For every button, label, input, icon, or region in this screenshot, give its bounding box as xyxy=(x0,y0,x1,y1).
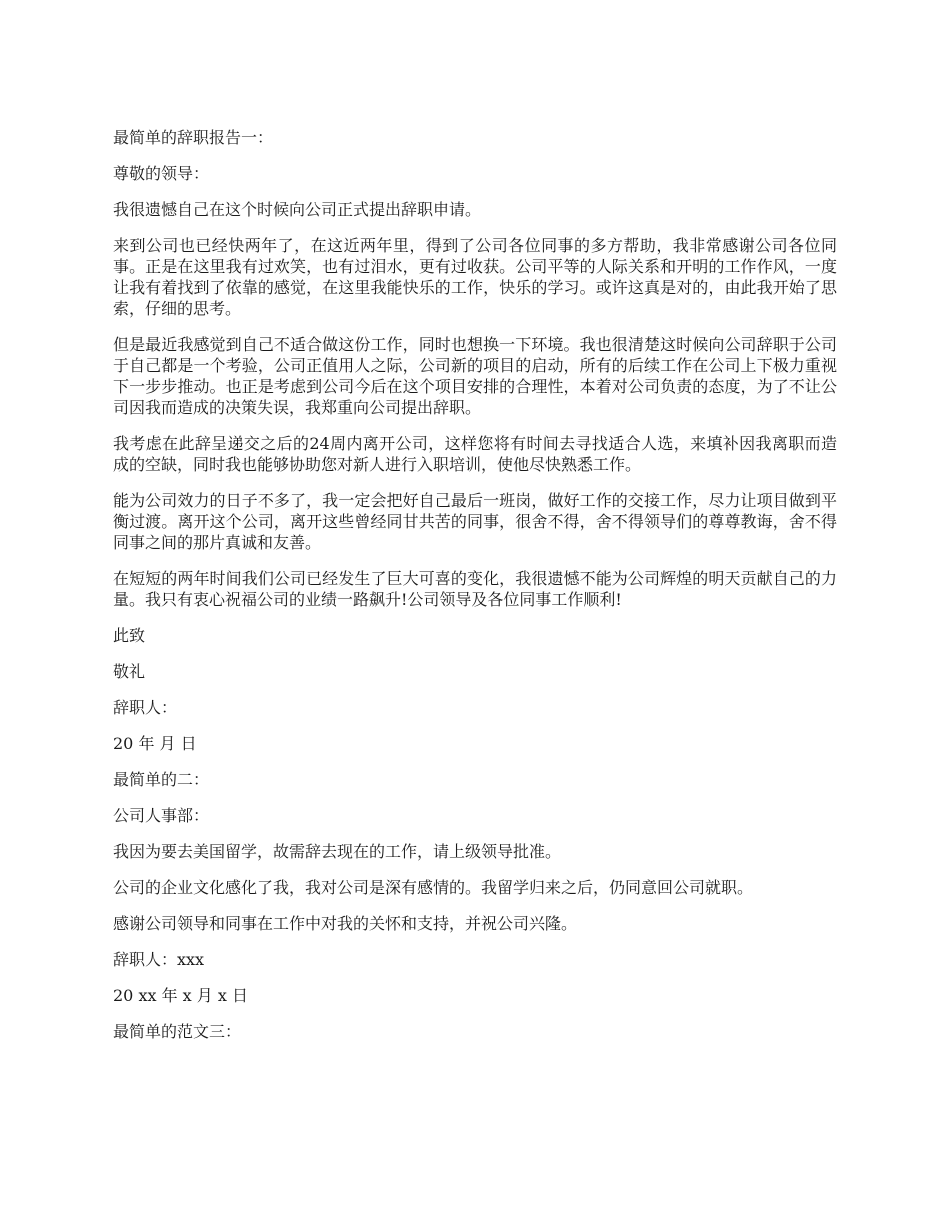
salutation: 尊敬的领导： xyxy=(113,164,210,183)
paragraph-thanks: 感谢公司领导和同事在工作中对我的关怀和支持，并祝公司兴隆。 xyxy=(113,914,578,933)
signature-date: 20 年 月 日 xyxy=(113,734,197,753)
paragraph-gratitude: 来到公司也已经快两年了，在这近两年里，得到了公司各位同事的多方帮助，我非常感谢公司各位同事。正是在这里我有过欢笑，也有过泪水，更有过收获。公司平等的人际关系和开明的工作作风，一度让我有着找到了依靠的感觉，在这里我能快乐的工作，快乐的学习。或许这真是对的，由此我开始了思索，仔细的思考。 xyxy=(113,236,837,318)
paragraph-study-abroad: 我因为要去美国留学，故需辞去现在的工作，请上级领导批准。 xyxy=(113,842,562,861)
salutation-hr: 公司人事部： xyxy=(113,806,210,825)
paragraph-culture: 公司的企业文化感化了我，我对公司是深有感情的。我留学归来之后，仍同意回公司就职。 xyxy=(113,878,754,897)
heading-report-three: 最简单的范文三： xyxy=(113,1022,242,1041)
closing-cizhi: 此致 xyxy=(113,626,146,645)
signature-resigner: 辞职人： xyxy=(113,698,178,717)
heading-report-two: 最简单的二： xyxy=(113,770,210,789)
signature-resigner-two: 辞职人：xxx xyxy=(113,950,205,969)
heading-report-one: 最简单的辞职报告一： xyxy=(113,128,274,147)
paragraph-reason: 但是最近我感觉到自己不适合做这份工作，同时也想换一下环境。我也很清楚这时候向公司辞职于公司于自己都是一个考验，公司正值用人之际，公司新的项目的启动，所有的后续工作在公司上下极力重视下一步步推动。也正是考虑到公司今后在这个项目安排的合理性，本着对公司负责的态度，为了不让公司因我而造成的决策失误，我郑重向公司提出辞职。 xyxy=(113,335,837,417)
closing-jingli: 敬礼 xyxy=(113,662,146,681)
paragraph-handover: 能为公司效力的日子不多了，我一定会把好自己最后一班岗，做好工作的交接工作，尽力让项目做到平衡过渡。离开这个公司，离开这些曾经同甘共苦的同事，很舍不得，舍不得领导们的尊尊教诲，舍不得同事之间的那片真诚和友善。 xyxy=(113,491,837,552)
signature-date-two: 20 xx 年 x 月 x 日 xyxy=(113,986,248,1005)
paragraph-timeline: 我考虑在此辞呈递交之后的24周内离开公司，这样您将有时间去寻找适合人选，来填补因我离职而造成的空缺，同时我也能够协助您对新人进行入职培训，使他尽快熟悉工作。 xyxy=(113,434,837,474)
paragraph-wishes: 在短短的两年时间我们公司已经发生了巨大可喜的变化，我很遗憾不能为公司辉煌的明天贡献自己的力量。我只有衷心祝福公司的业绩一路飙升!公司领导及各位同事工作顺利! xyxy=(113,569,837,609)
document-body xyxy=(113,127,837,1057)
paragraph-intro: 我很遗憾自己在这个时候向公司正式提出辞职申请。 xyxy=(113,200,482,219)
